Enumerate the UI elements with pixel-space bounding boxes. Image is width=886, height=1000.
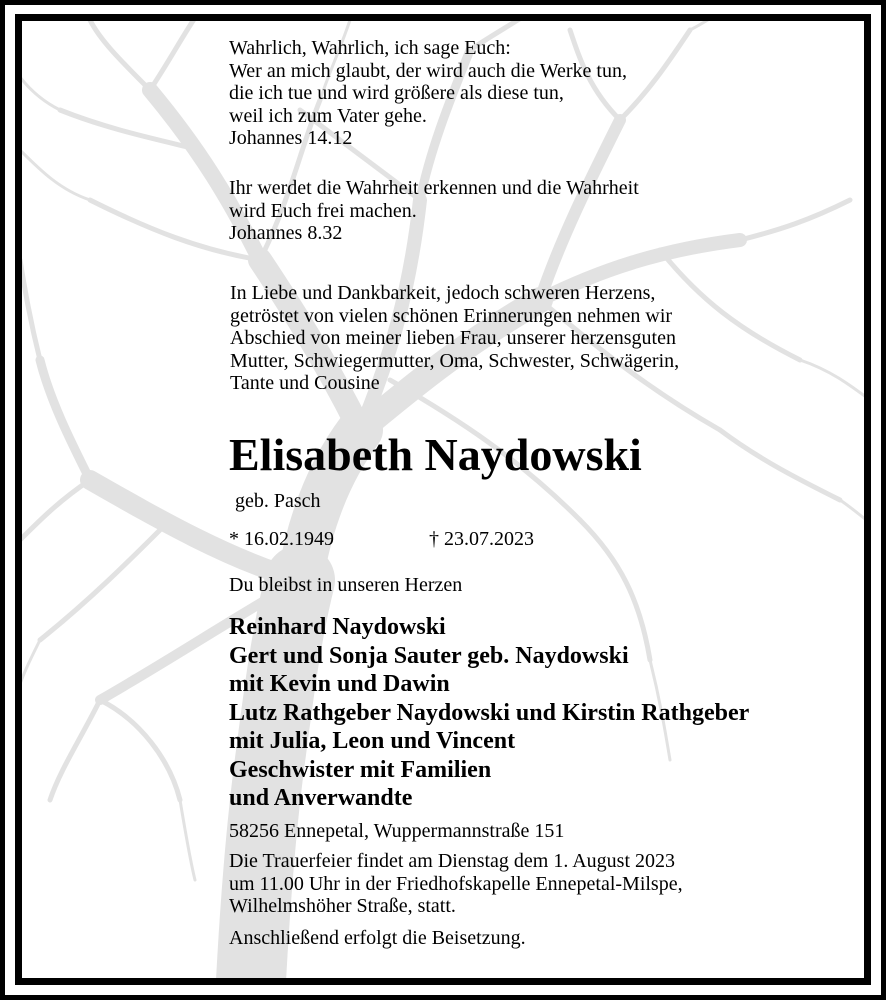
service-line: Wilhelmshöher Straße, statt.: [229, 895, 456, 918]
farewell-intro: [230, 282, 679, 395]
burial-note: Anschließend erfolgt die Beisetzung.: [229, 927, 526, 949]
intro-line: Abschied von meiner lieben Frau, unserer herzensguten: [230, 327, 676, 350]
family-address: 58256 Ennepetal, Wuppermannstraße 151: [229, 820, 565, 842]
verse-line: Wer an mich glaubt, der wird auch die Werke tun,: [229, 59, 627, 82]
mourners-list: [229, 613, 749, 813]
service-line: um 11.00 Uhr in der Friedhofskapelle Ennepetal-Milspe,: [229, 872, 683, 895]
verse-line: Ihr werdet die Wahrheit erkennen und die Wahrheit: [229, 177, 639, 199]
mourner-line: mit Kevin und Dawin: [229, 671, 450, 697]
mourner-line: Gert und Sonja Sauter geb. Naydowski: [229, 642, 629, 669]
mourner-line: Geschwister mit Familien: [229, 756, 492, 783]
birth-date: * 16.02.1949: [229, 528, 334, 550]
intro-line: Mutter, Schwiegermutter, Oma, Schwester, Schwägerin,: [230, 349, 680, 372]
death-date: † 23.07.2023: [429, 528, 534, 550]
deceased-name: Elisabeth Naydowski: [229, 429, 642, 480]
verse-reference: Johannes 8.32: [229, 222, 343, 245]
obituary-content: [22, 21, 864, 978]
verse-line: wird Euch frei machen.: [229, 199, 417, 222]
birth-name: geb. Pasch: [235, 490, 321, 512]
intro-line: In Liebe und Dankbarkeit, jedoch schweren Herzens,: [230, 282, 656, 304]
funeral-service-details: [229, 850, 683, 918]
bible-verse-john-14-12: [229, 37, 627, 150]
obituary-frame: [15, 14, 871, 985]
mourner-line: Lutz Rathgeber Naydowski und Kirstin Rathgeber: [229, 699, 750, 726]
verse-line: die ich tue und wird größere als diese tun,: [229, 82, 564, 105]
mourner-line: und Anverwandte: [229, 785, 413, 811]
mourner-line: mit Julia, Leon und Vincent: [229, 728, 516, 754]
verse-line: weil ich zum Vater gehe.: [229, 104, 427, 127]
bible-verse-john-8-32: [229, 177, 639, 245]
motto: Du bleibst in unseren Herzen: [229, 574, 463, 596]
mourner-line: Reinhard Naydowski: [229, 614, 446, 640]
intro-line: getröstet von vielen schönen Erinnerungen nehmen wir: [230, 304, 673, 327]
verse-line: Wahrlich, Wahrlich, ich sage Euch:: [229, 37, 511, 59]
verse-reference: Johannes 14.12: [229, 127, 353, 150]
intro-line: Tante und Cousine: [230, 372, 380, 395]
service-line: Die Trauerfeier findet am Dienstag dem 1. August 2023: [229, 850, 676, 872]
